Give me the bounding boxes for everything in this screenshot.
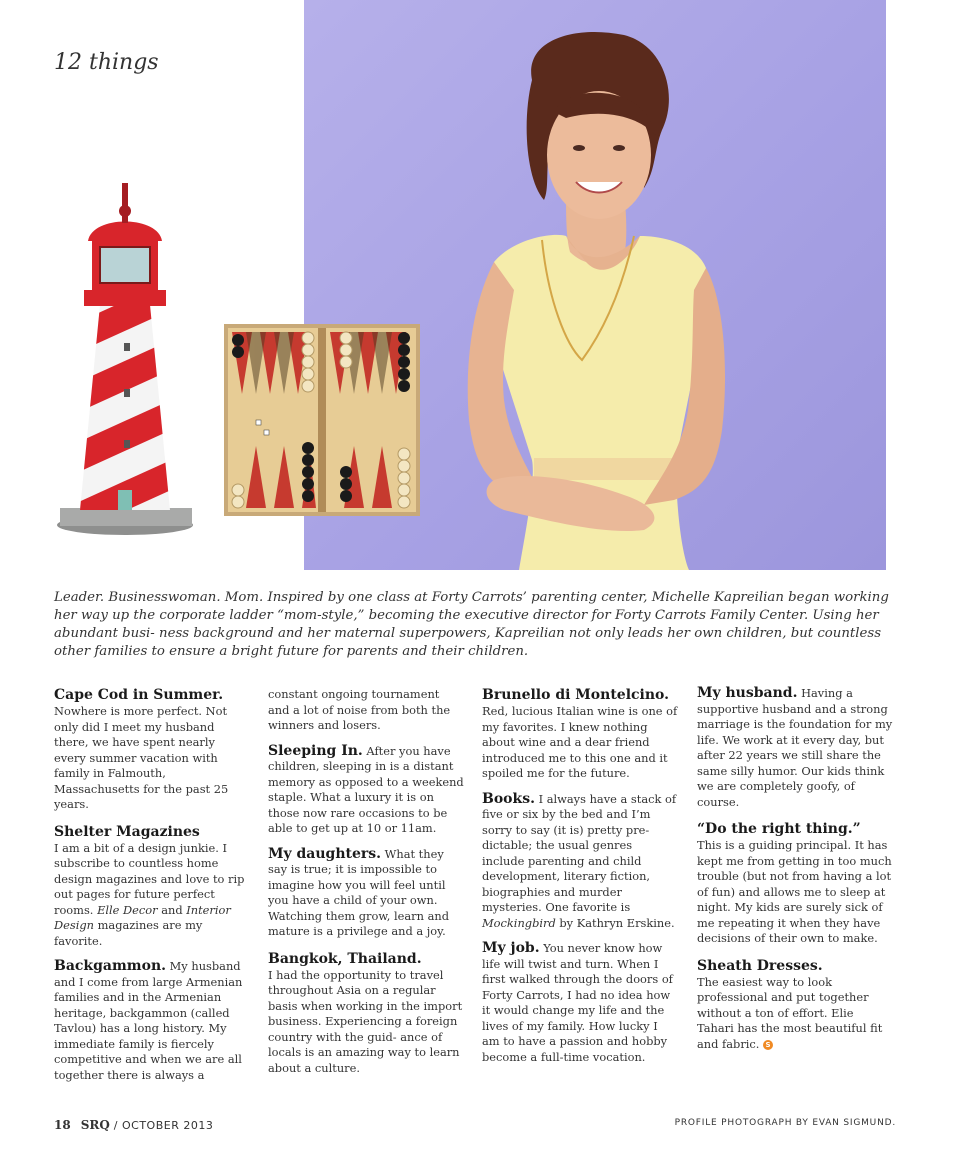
item-body: I always have a stack of five or six by the bed and I’m sorry to say (it is) pretty pre- dictable; the usual genres include parenting and child development, literary fiction, biographies and murder mysteries. One favorite is — [482, 791, 677, 914]
item-heading: Sheath Dresses. — [697, 957, 823, 974]
item-body: Red, lucious Italian wine is one of my favorites. I knew nothing about wine and a dear friend introduced me to this one and it spoiled me for the future. — [482, 704, 678, 780]
issue-date: / OCTOBER 2013 — [109, 1119, 214, 1132]
item-body: Having a supportive husband and a strong marriage is the foundation for my life. We work at it every day, but after 22 years we still share the same silly humor. Our kids think we are completely goofy, of course. — [697, 686, 893, 809]
item-heading: Sleeping In. — [268, 742, 363, 759]
item-body: Nowhere is more perfect. Not only did I meet my husband there, we have spent nearly every summer vacation with family in Falmouth, Massachusetts for the past 25 years. — [54, 704, 229, 811]
item-heading: Bangkok, Thailand. — [268, 950, 422, 967]
item-body: This is a guiding principal. It has kept me from getting in too much trouble (but not from having a lot of fun) and allows me to sleep at night. My kids are surely sick of me repeating it when they have decisions of their own to make. — [697, 838, 892, 945]
item-heading: Brunello di Montelcino. — [482, 687, 669, 703]
item-books — [482, 792, 678, 932]
item-body: What they say is true; it is impossible to imagine how you will feel until you have a child of your own. Watching them grow, learn and mature is a privilege and a joy. — [268, 846, 449, 938]
item-bangkok — [268, 950, 464, 1077]
column-2 — [268, 687, 464, 1086]
photo-credit: PROFILE PHOTOGRAPH BY EVAN SIGMUND. — [674, 1118, 896, 1128]
item-heading: My husband. — [697, 685, 798, 701]
item-my-husband — [697, 686, 893, 810]
end-mark-icon: S — [763, 1040, 773, 1050]
item-brunello — [482, 686, 678, 782]
footer-folio — [54, 1118, 213, 1132]
item-body: You never know how life will twist and turn. When I first walked through the doors of Forty Carrots, I had no idea how it would change my life and the lives of my family. How lucky I am to have a passion and hobby become a full-time vocation. — [482, 941, 673, 1064]
item-my-daughters — [268, 847, 464, 940]
item-sleeping-in — [268, 744, 464, 837]
item-heading: My job. — [482, 940, 540, 956]
item-heading: Shelter Magazines — [54, 823, 200, 840]
item-shelter-magazines — [54, 823, 250, 950]
item-heading: Cape Cod in Summer. — [54, 687, 224, 703]
lighthouse-illustration — [52, 175, 197, 540]
page-number: 18 — [54, 1118, 71, 1132]
item-heading: “Do the right thing.” — [697, 821, 861, 837]
item-body-connector: and — [157, 902, 187, 917]
item-backgammon-continued — [268, 687, 464, 734]
item-do-the-right-thing — [697, 820, 893, 947]
item-body: My husband and I come from large Armenian families and in the Armenian heritage, backgammon (called Tavlou) has a long history. My immediate family is fiercely competitive and when we are all together there is always a — [54, 959, 243, 1082]
magazine-name: SRQ — [80, 1118, 110, 1132]
section-label: 12 things — [54, 50, 159, 75]
item-body: constant ongoing tournament and a lot of noise from both the winners and losers. — [268, 687, 451, 732]
item-body: The easiest way to look professional and put together without a ton of effort. Elie Tahari has the most beautiful fit and fabric. — [697, 974, 883, 1051]
item-heading: Books. — [482, 790, 535, 807]
column-3 — [482, 686, 678, 1075]
item-sheath-dresses — [697, 957, 893, 1053]
intro-paragraph: Leader. Businesswoman. Mom. Inspired by one class at Forty Carrots’ parenting center, Michelle Kapreilian began working her way up the corporate ladder “mom-style,” becoming the executive director for Forty Carrots Family Center. Using her abundant busi- ness background and her maternal superpowers, Kapreilian not only leads her own children, but countless other families to ensure a bright future for parents and their children. — [54, 590, 889, 659]
item-body: by Kathryn Erskine. — [555, 915, 675, 930]
column-4 — [697, 686, 893, 1062]
item-heading: My daughters. — [268, 845, 382, 862]
magazine-title: Elle Decor — [97, 902, 158, 917]
item-cape-cod — [54, 686, 250, 813]
item-my-job — [482, 941, 678, 1065]
item-body: magazines are my favorite. — [54, 918, 203, 948]
item-heading: Backgammon. — [54, 958, 167, 974]
magazine-title: Interior Design — [54, 902, 231, 932]
item-body: I had the opportunity to travel throughout Asia on a regular basis when working in the import business. Experiencing a foreign country with the guid- ance of locals is an amazing way to learn about a culture. — [268, 967, 463, 1075]
column-1 — [54, 686, 250, 1093]
item-backgammon — [54, 959, 250, 1083]
backgammon-board-illustration — [224, 324, 420, 516]
book-title: Mockingbird — [482, 915, 556, 930]
item-body: I am a bit of a design junkie. I subscribe to countless home design magazines and love to rip out pages for future perfect rooms. — [54, 840, 245, 917]
item-body: After you have children, sleeping in is a distant memory as opposed to a weekend staple. What a luxury it is on those now rare occasions to be able to get up at 10 or 11am. — [268, 743, 464, 835]
